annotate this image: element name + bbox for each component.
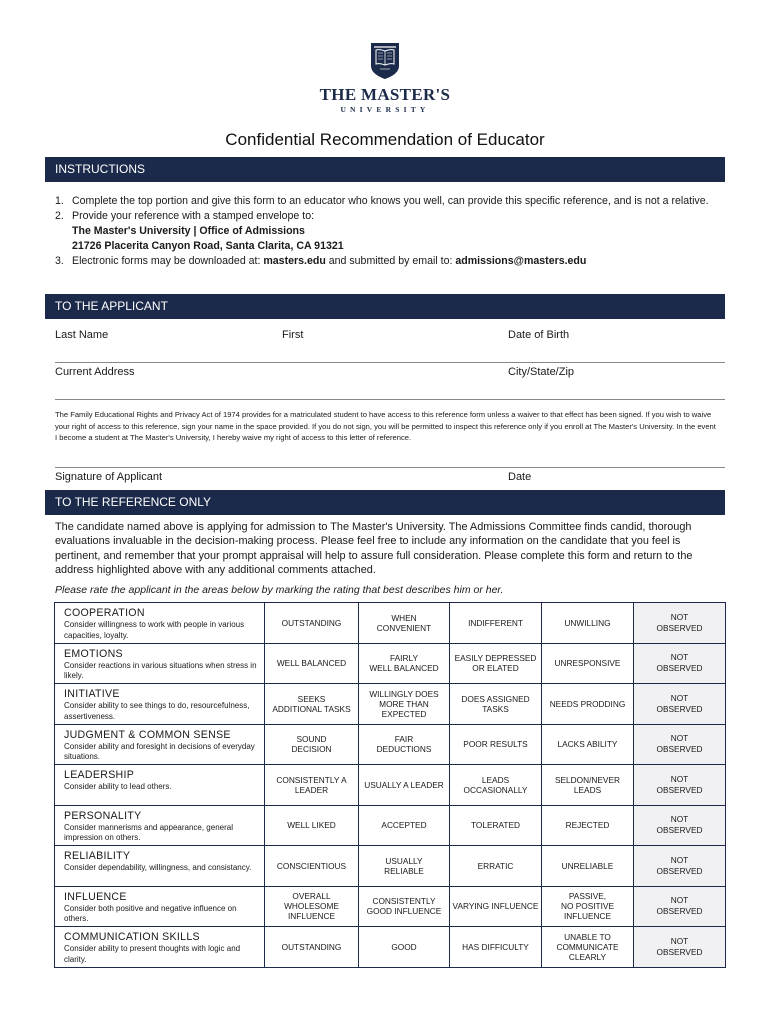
university-logo xyxy=(0,42,770,114)
logo-wordmark: THE MASTER'S xyxy=(319,85,451,104)
trait-description: Consider mannerisms and appearance, general impression on others. xyxy=(64,822,233,843)
trait-name: EMOTIONS xyxy=(64,647,123,660)
instruction-number: 1. xyxy=(55,195,64,207)
rating-option[interactable]: TOLERATED xyxy=(450,805,542,846)
trait-cell xyxy=(55,886,265,927)
rating-option[interactable]: WILLINGLY DOES MORE THAN EXPECTED xyxy=(359,684,450,725)
rating-option[interactable]: USUALLY RELIABLE xyxy=(359,846,450,887)
rating-option[interactable]: OUTSTANDING xyxy=(265,927,359,968)
rating-option[interactable]: INDIFFERENT xyxy=(450,603,542,644)
page-title: Confidential Recommendation of Educator xyxy=(225,130,545,149)
instruction-text: Complete the top portion and give this form to an educator who knows you well, can provide this specific reference, and is not a relative. xyxy=(72,195,709,207)
rating-row xyxy=(55,765,726,806)
shield-crest-icon xyxy=(370,42,400,80)
rating-option[interactable]: OVERALL WHOLESOME INFLUENCE xyxy=(265,886,359,927)
signature-label: Signature of Applicant xyxy=(55,471,163,483)
instruction-number: 2. xyxy=(55,210,64,222)
instruction-item-3 xyxy=(55,254,720,269)
rating-option-not-observed[interactable]: NOT OBSERVED xyxy=(634,684,726,725)
rating-option[interactable]: WELL BALANCED xyxy=(265,643,359,684)
rating-option[interactable]: UNRESPONSIVE xyxy=(542,643,634,684)
rating-option[interactable]: USUALLY A LEADER xyxy=(359,765,450,806)
trait-name: INFLUENCE xyxy=(64,890,127,903)
rating-option[interactable]: SELDON/NEVER LEADS xyxy=(542,765,634,806)
trait-cell xyxy=(55,684,265,725)
trait-description: Consider both positive and negative influence on others. xyxy=(64,903,237,924)
trait-description: Consider ability and foresight in decisions of everyday situations. xyxy=(64,741,255,762)
rating-option[interactable]: DOES ASSIGNED TASKS xyxy=(450,684,542,725)
trait-cell xyxy=(55,643,265,684)
rating-row xyxy=(55,927,726,968)
date-of-birth-label: Date of Birth xyxy=(508,329,570,341)
trait-description: Consider reactions in various situations when stress in likely. xyxy=(64,660,257,681)
trait-description: Consider willingness to work with people in various capacities, loyalty. xyxy=(64,620,245,640)
rating-option[interactable]: GOOD xyxy=(359,927,450,968)
rating-instruction: Please rate the applicant in the areas below by marking the rating that best describes him or her. xyxy=(55,584,504,596)
ferpa-notice: The Family Educational Rights and Privacy Act of 1974 provides for a matriculated student to have access to this reference form unless a waiver to that effect has been signed. If you wish to waive your right of access to this reference, sign your name in the space provided. If you do not sign, you will be permitted to inspect this reference only if you enroll at The Master's University. In the event I become a student at The Master's University, I hereby waive my right of access to this letter of reference. xyxy=(55,410,716,442)
rating-option-not-observed[interactable]: NOT OBSERVED xyxy=(634,643,726,684)
trait-name: PERSONALITY xyxy=(64,809,142,822)
rating-option[interactable]: OUTSTANDING xyxy=(265,603,359,644)
rating-option-not-observed[interactable]: NOT OBSERVED xyxy=(634,927,726,968)
reference-paragraph: The candidate named above is applying for admission to The Master's University. The Admissions Committee finds candid, thorough evaluations invaluable in the decision-making process. Please feel free to include any information on the candidate that you feel is pertinent, and remember that your prompt appraisal will help to assure full consideration. Please complete this form and return to the address highlighted above with any additional comments attached. xyxy=(55,521,693,577)
rating-row xyxy=(55,603,726,644)
mailing-address-line-1: The Master's University | Office of Admissions xyxy=(72,225,305,237)
instruction-number: 3. xyxy=(55,255,64,267)
trait-cell xyxy=(55,846,265,887)
rating-option[interactable]: SEEKS ADDITIONAL TASKS xyxy=(265,684,359,725)
instruction-text: Provide your reference with a stamped envelope to: xyxy=(72,210,315,222)
trait-description: Consider ability to lead others. xyxy=(64,782,172,791)
city-state-zip-label: City/State/Zip xyxy=(508,366,575,378)
trait-name: COOPERATION xyxy=(64,607,145,619)
current-address-label: Current Address xyxy=(55,366,135,378)
first-name-label: First xyxy=(282,329,304,341)
rating-row xyxy=(55,724,726,765)
rating-option[interactable]: WELL LIKED xyxy=(265,805,359,846)
rating-option[interactable]: REJECTED xyxy=(542,805,634,846)
trait-name: RELIABILITY xyxy=(64,850,131,862)
rating-option[interactable]: CONSCIENTIOUS xyxy=(265,846,359,887)
rating-option[interactable]: SOUND DECISION xyxy=(265,724,359,765)
trait-description: Consider ability to see things to do, resourcefulness, assertiveness. xyxy=(64,701,250,721)
rating-option[interactable]: CONSISTENTLY A LEADER xyxy=(265,765,359,806)
trait-description: Consider dependability, willingness, and consistancy. xyxy=(64,863,252,872)
instruction-text: Electronic forms may be downloaded at: xyxy=(72,255,264,267)
website-link[interactable]: masters.edu xyxy=(263,255,326,267)
rating-option[interactable]: VARYING INFLUENCE xyxy=(450,886,542,927)
trait-cell xyxy=(55,724,265,765)
instructions-list xyxy=(55,194,720,269)
logo-subtext: UNIVERSITY xyxy=(340,105,430,114)
reference-heading: TO THE REFERENCE ONLY xyxy=(45,490,725,515)
trait-name: INITIATIVE xyxy=(64,688,120,700)
instructions-heading: INSTRUCTIONS xyxy=(45,157,725,182)
signature-fill-line[interactable] xyxy=(55,467,725,468)
rating-row xyxy=(55,846,726,887)
email-link[interactable]: admissions@masters.edu xyxy=(455,255,587,267)
trait-name: LEADERSHIP xyxy=(64,769,135,781)
instruction-text: and submitted by email to: xyxy=(325,255,456,267)
instruction-item-2 xyxy=(55,209,720,254)
rating-option-not-observed[interactable]: NOT OBSERVED xyxy=(634,805,726,846)
name-fill-line[interactable] xyxy=(55,362,725,363)
address-fill-line[interactable] xyxy=(55,399,725,400)
rating-option-not-observed[interactable]: NOT OBSERVED xyxy=(634,886,726,927)
rating-row xyxy=(55,886,726,927)
rating-option[interactable]: FAIRLY WELL BALANCED xyxy=(359,643,450,684)
trait-cell xyxy=(55,603,265,644)
rating-option[interactable]: EASILY DEPRESSED OR ELATED xyxy=(450,643,542,684)
rating-option[interactable]: POOR RESULTS xyxy=(450,724,542,765)
trait-description: Consider ability to present thoughts with logic and clarity. xyxy=(64,944,241,964)
ratings-table xyxy=(54,602,726,968)
rating-option[interactable]: UNWILLING xyxy=(542,603,634,644)
trait-name: JUDGMENT & COMMON SENSE xyxy=(64,728,231,741)
rating-option-not-observed[interactable]: NOT OBSERVED xyxy=(634,846,726,887)
trait-name: COMMUNICATION SKILLS xyxy=(64,931,200,943)
rating-row xyxy=(55,805,726,846)
rating-option[interactable]: LACKS ABILITY xyxy=(542,724,634,765)
rating-option[interactable]: ERRATIC xyxy=(450,846,542,887)
trait-cell xyxy=(55,927,265,968)
trait-cell xyxy=(55,765,265,806)
rating-option[interactable]: HAS DIFFICULTY xyxy=(450,927,542,968)
rating-option[interactable]: WHEN CONVENIENT xyxy=(359,603,450,644)
mailing-address-line-2: 21726 Placerita Canyon Road, Santa Clarita, CA 91321 xyxy=(72,240,344,252)
rating-option[interactable]: PASSIVE, NO POSITIVE INFLUENCE xyxy=(542,886,634,927)
trait-cell xyxy=(55,805,265,846)
rating-option[interactable]: FAIR DEDUCTIONS xyxy=(359,724,450,765)
last-name-label: Last Name xyxy=(55,329,109,341)
instruction-item-1 xyxy=(55,194,720,209)
rating-option-not-observed[interactable]: NOT OBSERVED xyxy=(634,603,726,644)
rating-option[interactable]: ACCEPTED xyxy=(359,805,450,846)
rating-option[interactable]: UNABLE TO COMMUNICATE CLEARLY xyxy=(542,927,634,968)
rating-option[interactable]: CONSISTENTLY GOOD INFLUENCE xyxy=(359,886,450,927)
rating-option[interactable]: UNRELIABLE xyxy=(542,846,634,887)
rating-row xyxy=(55,684,726,725)
rating-option[interactable]: LEADS OCCASIONALLY xyxy=(450,765,542,806)
rating-option-not-observed[interactable]: NOT OBSERVED xyxy=(634,724,726,765)
rating-option[interactable]: NEEDS PRODDING xyxy=(542,684,634,725)
date-label: Date xyxy=(508,471,532,483)
applicant-heading: TO THE APPLICANT xyxy=(45,294,725,319)
rating-row xyxy=(55,643,726,684)
rating-option-not-observed[interactable]: NOT OBSERVED xyxy=(634,765,726,806)
